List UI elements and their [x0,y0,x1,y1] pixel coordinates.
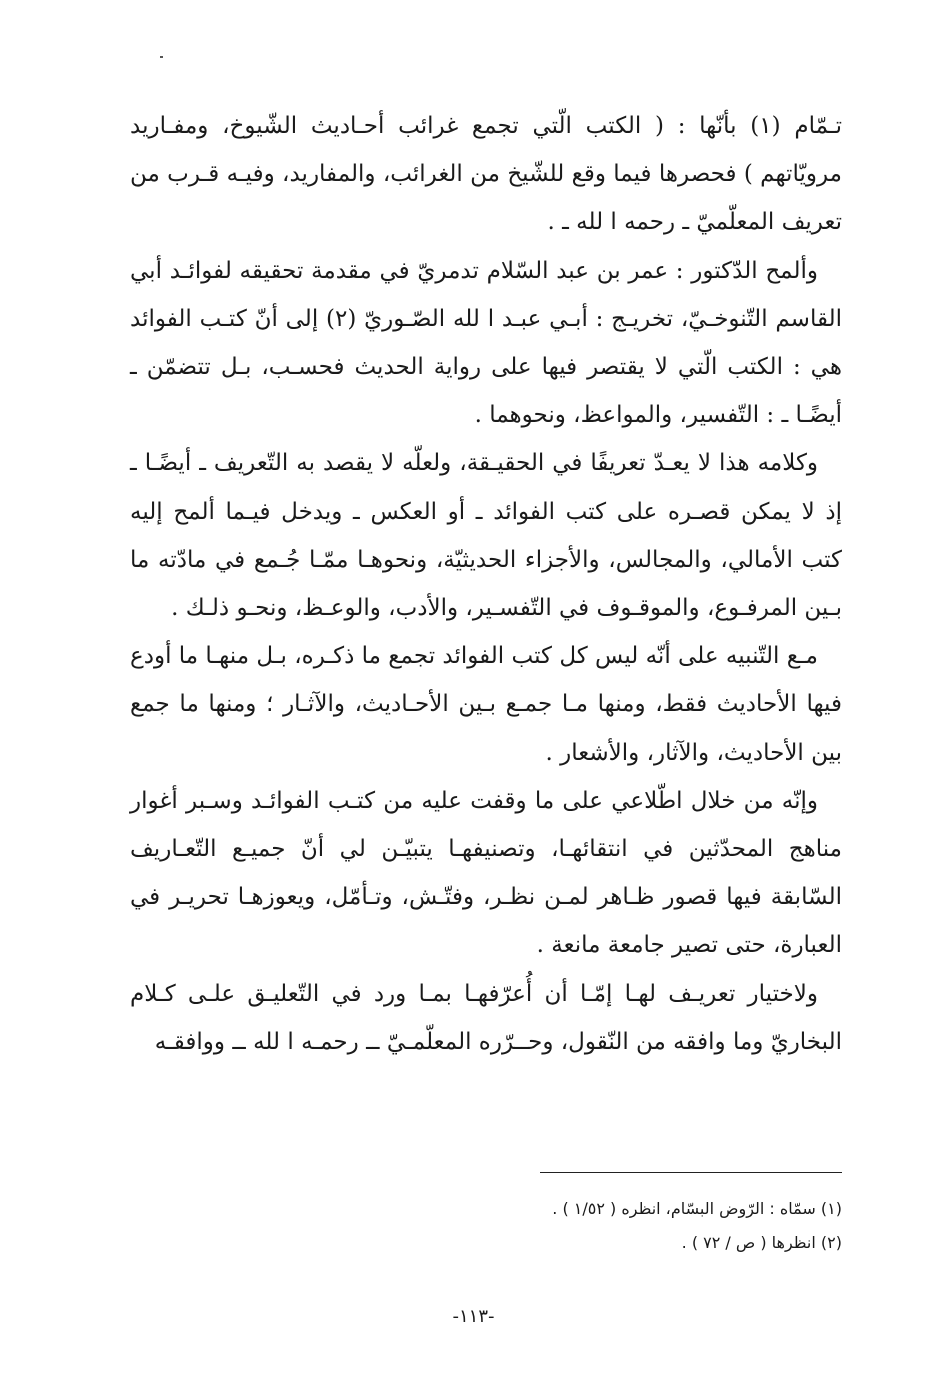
footnote-1: (١) سمّاه : الرّوض البسّام، انظره ( ١/٥٢ ) . [552,1199,842,1218]
paragraph-1: تـمّام (١) بأنّها : ( الكتب الّتي تجمع غرائب أحـاديث الشّيوخ، ومفـاريد مرويّاتهم ) فحصرها فيما وقع للشّيخ من الغرائب، والمفاريد، وفيـه قـرب من تعريف المعلّميّ ـ رحمه ا لله ـ . [130,113,843,236]
main-text [130,102,842,1066]
scan-mark [160,56,163,58]
paragraph-2: وألمح الدّكتور : عمر بن عبد السّلام تدمريّ في مقدمة تحقيقه لفوائـد أبي القاسم التّنوخـيّ، تخريـج : أبـي عبـد ا لله الصّـوريّ (٢) إلى أنّ كتـب الفوائد هي : الكتب الّتي لا يقتصر فيها على رواية الحديث فحسـب، بـل تتضمّن ـ أيضًـا ـ : التّفسير، والمواعظ، ونحوهما . [130,257,842,429]
footnote-2: (٢) انظرها ( ص / ٧٢ ) . [681,1233,842,1252]
paragraph-3: وكلامه هذا لا يعـدّ تعريفًا في الحقيـقة، ولعلّه لا يقصد به التّعريف ـ أيضًـا ـ إذ لا يمكن قصـره على كتب الفوائد ـ أو العكس ـ ويدخل فيـما ألمح إليه كتب الأمالي، والمجالس، والأجزاء الحديثيّة، ونحوهـا ممّـا جُـمع في مادّته ما بـين المرفـوع، والموقـوف في التّفسـير، والأدب، والوعـظ، ونحـو ذلـك . [130,450,842,622]
paragraph-6: ولاختيار تعريـف لهـا إمّـا أن أُعرّفهـا بمـا ورد في التّعليـق علـى كـلام البخاريّ وما وافقه من النّقول، وحــرّره المعلّمـيّ ــ رحمـه ا لله ــ ووافقـه [130,980,842,1055]
page-number: -١١٣- [452,1306,495,1327]
paragraph-5: وإنّه من خلال اطّلاعي على ما وقفت عليه من كتـب الفوائـد وسـبر أغوار مناهج المحدّثين في انتقائهـا، وتصنيفهـا يتبيّـن لي أنّ جميـع التّعـاريف السّابقة فيها قصور ظـاهر لمـن نظـر، وفتّـش، وتـأمّل، ويعوزهـا تحريـر في العبارة، حتى تصير جامعة مانعة . [130,787,842,959]
paragraph-4: مـع التّنبيه على أنّه ليس كل كتب الفوائد تجمع ما ذكـره، بـل منهـا ما أودع فيها الأحاديث فقط، ومنها مـا جمـع بـين الأحـاديث، والآثـار ؛ ومنها ما جمع بين الأحاديث، والآثار، والأشعار . [130,643,842,766]
footnote-divider [540,1172,842,1173]
footnotes [400,1192,842,1260]
